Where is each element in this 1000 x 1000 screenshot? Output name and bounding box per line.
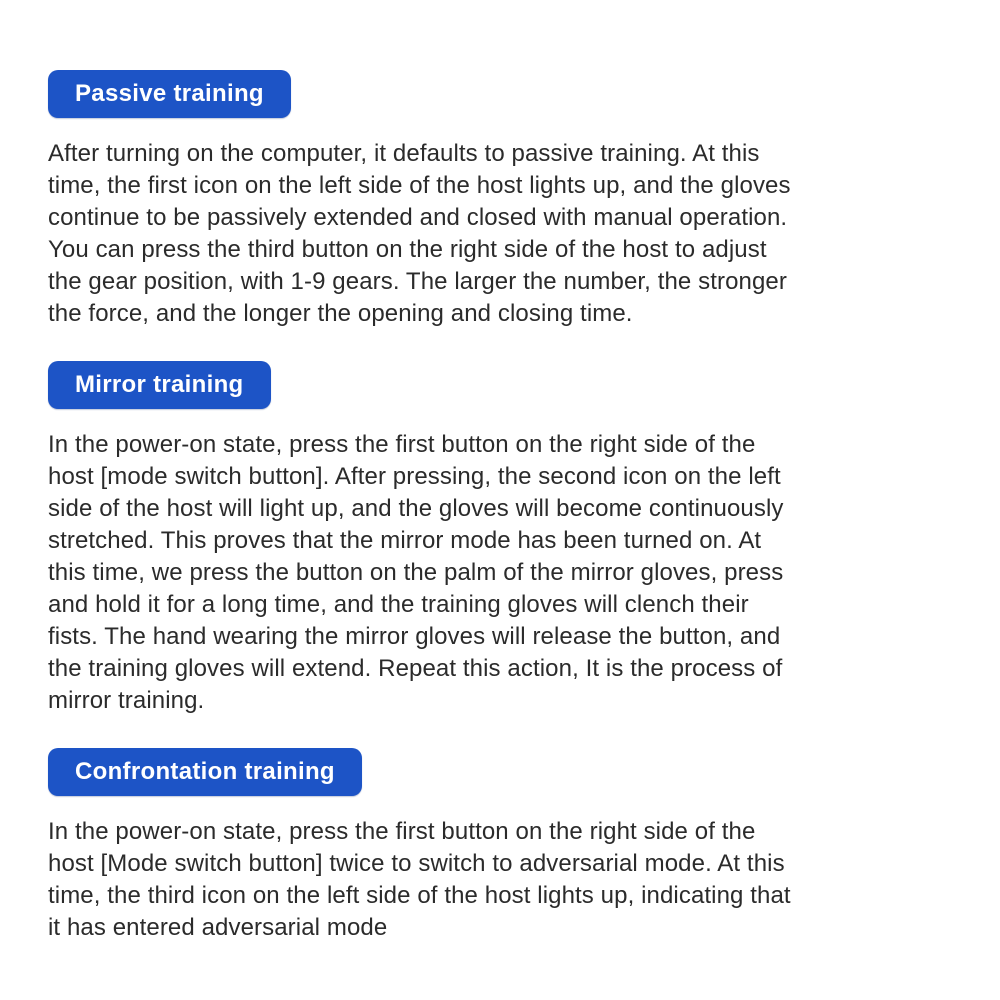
passive-training-paragraph <box>48 138 960 330</box>
paragraph-line: this time, we press the button on the palm of the mirror gloves, press <box>48 559 784 586</box>
paragraph-line: After turning on the computer, it defaults to passive training. At this <box>48 140 760 167</box>
paragraph-line: side of the host will light up, and the gloves will become continuously <box>48 495 784 522</box>
paragraph-line: In the power-on state, press the first button on the right side of the <box>48 818 756 845</box>
paragraph-line: the training gloves will extend. Repeat this action, It is the process of <box>48 655 783 682</box>
paragraph-line: time, the third icon on the left side of the host lights up, indicating that <box>48 882 791 909</box>
section-confrontation-training <box>48 748 960 944</box>
paragraph-line: and hold it for a long time, and the training gloves will clench their <box>48 591 749 618</box>
section-mirror-training <box>48 361 960 717</box>
confrontation-training-paragraph <box>48 816 960 944</box>
passive-training-badge[interactable]: Passive training <box>48 70 291 118</box>
paragraph-line: it has entered adversarial mode <box>48 914 388 941</box>
paragraph-line: In the power-on state, press the first button on the right side of the <box>48 431 756 458</box>
paragraph-line: stretched. This proves that the mirror mode has been turned on. At <box>48 527 762 554</box>
mirror-training-badge[interactable]: Mirror training <box>48 361 271 409</box>
paragraph-line: mirror training. <box>48 687 205 714</box>
paragraph-line: continue to be passively extended and closed with manual operation. <box>48 204 788 231</box>
paragraph-line: the gear position, with 1-9 gears. The larger the number, the stronger <box>48 268 787 295</box>
paragraph-line: time, the first icon on the left side of the host lights up, and the gloves <box>48 172 791 199</box>
paragraph-line: You can press the third button on the right side of the host to adjust <box>48 236 767 263</box>
section-passive-training <box>48 70 960 330</box>
paragraph-line: fists. The hand wearing the mirror gloves will release the button, and <box>48 623 781 650</box>
paragraph-line: the force, and the longer the opening and closing time. <box>48 300 633 327</box>
paragraph-line: host [Mode switch button] twice to switch to adversarial mode. At this <box>48 850 785 877</box>
confrontation-training-badge[interactable]: Confrontation training <box>48 748 362 796</box>
paragraph-line: host [mode switch button]. After pressing, the second icon on the left <box>48 463 781 490</box>
mirror-training-paragraph <box>48 429 960 717</box>
